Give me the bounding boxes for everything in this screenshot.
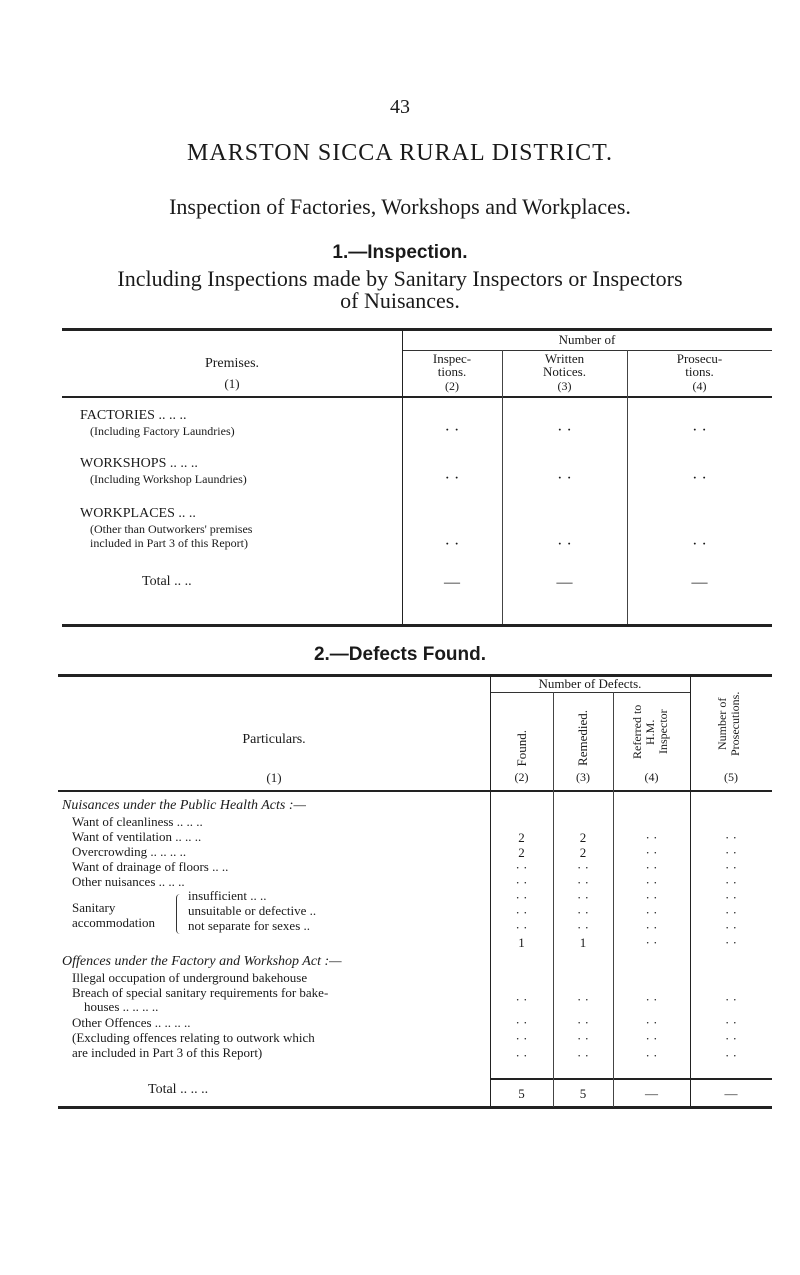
not-separate-prosecutions: · · [725, 935, 737, 950]
col-prosecutions-cell [690, 682, 772, 766]
not-separate-remedied: 1 [579, 935, 587, 950]
ventilation-found: 2 [518, 845, 525, 860]
table1-total-notices: — [556, 574, 573, 591]
row-excluding-offences-cont: are included in Part 3 of this Report) [72, 1045, 263, 1060]
row-workshops-sub: (Including Workshop Laundries) [90, 472, 247, 486]
row-illegal-occupation: Illegal occupation of underground bakehouse [72, 970, 308, 985]
illegal-referred: · · [645, 992, 658, 1007]
row-workplaces-notices: · · [557, 536, 572, 553]
row-want-of-drainage: Want of drainage of floors .. .. [72, 859, 229, 874]
col-referred-num: (4) [644, 770, 659, 784]
col-number-of-prosecutions: Number of Prosecutions. [715, 691, 742, 757]
table2-total-referred: — [645, 1086, 658, 1101]
col-prosecutions-num: (4) [692, 379, 707, 393]
sanitary-label: Sanitary [72, 900, 116, 915]
cleanliness-remedied: 2 [579, 830, 587, 845]
other-nuisances-remedied: · · [577, 890, 589, 905]
row-excluding-offences: (Excluding offences relating to outwork which [72, 1030, 315, 1045]
col-prosecutions-num: (5) [724, 770, 738, 784]
row-workplaces-inspections: · · [444, 536, 460, 553]
col-premises-num: (1) [224, 376, 240, 391]
row-workplaces-label: WORKPLACES .. .. [80, 506, 196, 521]
district-title: MARSTON SICCA RURAL DISTRICT. [187, 140, 613, 166]
row-workplaces-sub: (Other than Outworkers' premises [90, 522, 253, 536]
breach-found: · · [515, 1015, 528, 1030]
unsuitable-prosecutions: · · [725, 920, 737, 935]
other-offences-prosecutions: · · [725, 1031, 737, 1046]
other-nuisances-found: · · [515, 890, 528, 905]
col-remedied-num: (3) [576, 770, 590, 784]
ventilation-remedied: 2 [579, 845, 587, 860]
other-nuisances-referred: · · [645, 890, 658, 905]
accommodation-label: accommodation [72, 915, 156, 930]
col-particulars: Particulars. [242, 732, 306, 747]
table2-total-prosecutions: — [724, 1086, 738, 1101]
ventilation-prosecutions: · · [725, 845, 737, 860]
col-premises: Premises. [204, 356, 260, 371]
breach-referred: · · [645, 1015, 658, 1030]
col-particulars-num: (1) [266, 770, 282, 785]
inspection-table [62, 328, 772, 628]
col-prosecutions: Prosecu- tions. [676, 351, 723, 379]
row-factories-inspections: · · [444, 422, 460, 439]
unsuitable-found: · · [515, 920, 528, 935]
col-inspections-num: (2) [445, 379, 459, 393]
col-remedied: Remedied. [575, 710, 590, 766]
col-remedied-cell [553, 696, 613, 766]
unsuitable-referred: · · [645, 920, 658, 935]
row-workplaces-prosecutions: · · [692, 536, 707, 553]
row-factories-label: FACTORIES .. .. .. [80, 408, 187, 423]
illegal-remedied: · · [577, 992, 589, 1007]
cleanliness-prosecutions: · · [725, 830, 737, 845]
drainage-remedied: · · [577, 875, 589, 890]
col-found-num: (2) [514, 770, 529, 784]
row-want-of-cleanliness: Want of cleanliness .. .. .. [72, 814, 203, 829]
defects-table [58, 674, 772, 1110]
not-separate-found: 1 [518, 935, 525, 950]
overcrowding-found: · · [515, 860, 528, 875]
row-workshops-prosecutions: · · [692, 470, 707, 487]
section1-subheading-line1: Including Inspections made by Sanitary Inspectors or Inspectors [117, 266, 683, 291]
row-workplaces-sub2: included in Part 3 of this Report) [90, 536, 248, 550]
table2-total-found: 5 [518, 1086, 525, 1101]
row-not-separate: not separate for sexes .. [188, 918, 311, 933]
row-overcrowding: Overcrowding .. .. .. .. [72, 844, 187, 859]
row-workshops-notices: · · [557, 470, 572, 487]
excluding-prosecutions: · · [725, 1048, 737, 1063]
insufficient-remedied: · · [577, 905, 589, 920]
table1-total-prosecutions: — [691, 574, 708, 591]
excluding-found: · · [515, 1048, 528, 1063]
report-title: Inspection of Factories, Workshops and Workplaces. [169, 194, 631, 219]
illegal-found: · · [515, 992, 528, 1007]
col-found-cell [490, 696, 553, 766]
breach-prosecutions: · · [725, 1015, 737, 1030]
row-other-offences: Other Offences .. .. .. .. [72, 1015, 191, 1030]
not-separate-referred: · · [645, 935, 658, 950]
row-breach-special: Breach of special sanitary requirements for bake- [72, 985, 329, 1000]
insufficient-prosecutions: · · [725, 905, 737, 920]
overcrowding-remedied: · · [577, 860, 589, 875]
col-number-of: Number of [558, 332, 616, 347]
excluding-referred: · · [645, 1048, 658, 1063]
col-referred: Referred to H.M. Inspector [629, 704, 670, 760]
row-unsuitable: unsuitable or defective .. [188, 903, 317, 918]
nuisances-heading: Nuisances under the Public Health Acts :— [62, 798, 306, 813]
other-nuisances-prosecutions: · · [725, 890, 737, 905]
row-factories-prosecutions: · · [692, 422, 707, 439]
row-workshops-label: WORKSHOPS .. .. .. [80, 456, 198, 471]
drainage-prosecutions: · · [725, 875, 737, 890]
table1-total-label: Total .. .. [142, 574, 192, 589]
cleanliness-found: 2 [518, 830, 525, 845]
col-written-notices: Written Notices. [543, 351, 586, 379]
col-written-num: (3) [557, 379, 572, 393]
excluding-remedied: · · [577, 1048, 589, 1063]
table1-total-inspections: — [444, 574, 460, 591]
row-other-nuisances: Other nuisances .. .. .. [72, 874, 185, 889]
col-inspections: Inspec- tions. [432, 351, 472, 379]
col-number-of-defects: Number of Defects. [538, 676, 642, 691]
col-referred-cell [613, 696, 690, 768]
insufficient-found: · · [515, 905, 528, 920]
breach-remedied: · · [577, 1015, 589, 1030]
offences-heading: Offences under the Factory and Workshop Act :— [62, 954, 342, 969]
illegal-prosecutions: · · [725, 992, 737, 1007]
section1-subheading-line2: of Nuisances. [340, 288, 460, 313]
row-workshops-inspections: · · [444, 470, 460, 487]
row-factories-sub: (Including Factory Laundries) [90, 424, 235, 438]
cleanliness-referred: · · [645, 830, 658, 845]
insufficient-referred: · · [645, 905, 658, 920]
row-factories-notices: · · [557, 422, 572, 439]
section1-heading: 1.—Inspection. [332, 242, 468, 263]
unsuitable-remedied: · · [577, 920, 589, 935]
row-insufficient: insufficient .. .. [188, 888, 267, 903]
overcrowding-referred: · · [645, 860, 658, 875]
table2-total-remedied: 5 [579, 1086, 587, 1101]
row-want-of-ventilation: Want of ventilation .. .. .. [72, 829, 202, 844]
other-offences-referred: · · [645, 1031, 658, 1046]
other-offences-found: · · [515, 1031, 528, 1046]
row-breach-special-cont: houses .. .. .. .. [84, 999, 159, 1014]
drainage-referred: · · [645, 875, 658, 890]
table2-total-label: Total .. .. .. [148, 1082, 209, 1097]
drainage-found: · · [515, 875, 528, 890]
page-number: 43 [390, 96, 410, 118]
col-found: Found. [513, 729, 529, 766]
ventilation-referred: · · [645, 845, 658, 860]
overcrowding-prosecutions: · · [725, 860, 737, 875]
section2-heading: 2.—Defects Found. [313, 644, 487, 665]
other-offences-remedied: · · [577, 1031, 589, 1046]
section1-subheading [0, 268, 800, 312]
sanitary-brace [176, 894, 183, 934]
